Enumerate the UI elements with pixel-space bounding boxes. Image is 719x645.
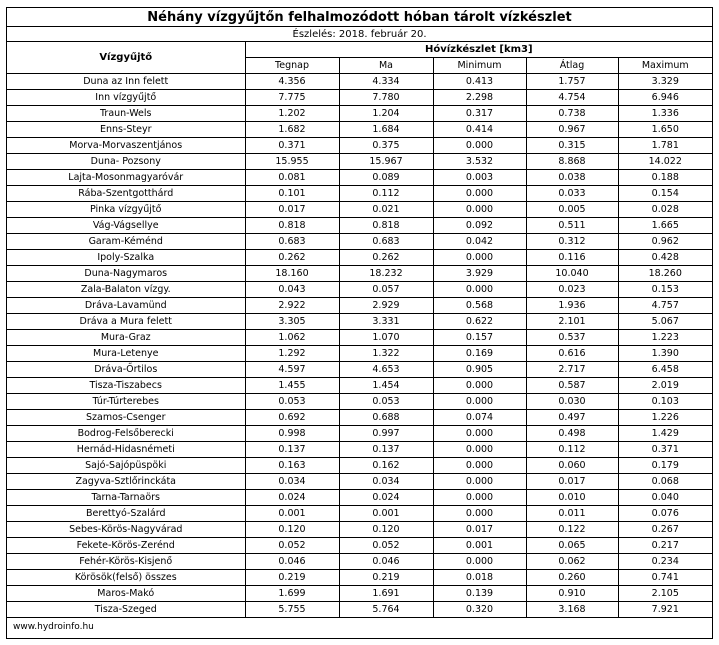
- cell-today: 0.057: [339, 282, 433, 298]
- basin-name: Körösök(felső) összes: [7, 570, 245, 586]
- cell-yesterday: 1.292: [245, 346, 339, 362]
- basin-name: Sebes-Körös-Nagyvárad: [7, 522, 245, 538]
- cell-minimum: 3.532: [433, 154, 526, 170]
- cell-maximum: 0.962: [618, 234, 712, 250]
- cell-today: 0.053: [339, 394, 433, 410]
- col-header-yesterday: Tegnap: [245, 58, 339, 74]
- cell-yesterday: 0.137: [245, 442, 339, 458]
- cell-today: 1.070: [339, 330, 433, 346]
- cell-maximum: 1.226: [618, 410, 712, 426]
- cell-today: 0.112: [339, 186, 433, 202]
- cell-minimum: 0.000: [433, 506, 526, 522]
- cell-today: 0.052: [339, 538, 433, 554]
- table-row: [7, 298, 712, 314]
- table-row: [7, 506, 712, 522]
- basin-name: Morva-Morvaszentjános: [7, 138, 245, 154]
- cell-maximum: 0.040: [618, 490, 712, 506]
- cell-average: 0.005: [526, 202, 618, 218]
- cell-today: 0.089: [339, 170, 433, 186]
- cell-minimum: 0.622: [433, 314, 526, 330]
- cell-yesterday: 0.024: [245, 490, 339, 506]
- cell-minimum: 0.000: [433, 202, 526, 218]
- cell-minimum: 0.000: [433, 458, 526, 474]
- table-row: [7, 170, 712, 186]
- col-header-minimum: Minimum: [433, 58, 526, 74]
- cell-average: 0.017: [526, 474, 618, 490]
- cell-maximum: 7.921: [618, 602, 712, 618]
- cell-average: 0.023: [526, 282, 618, 298]
- basin-name: Fekete-Körös-Zerénd: [7, 538, 245, 554]
- cell-today: 0.046: [339, 554, 433, 570]
- cell-minimum: 0.092: [433, 218, 526, 234]
- basin-name: Bodrog-Felsőberecki: [7, 426, 245, 442]
- cell-yesterday: 0.998: [245, 426, 339, 442]
- cell-minimum: 0.018: [433, 570, 526, 586]
- cell-yesterday: 0.081: [245, 170, 339, 186]
- basin-name: Mura-Letenye: [7, 346, 245, 362]
- cell-average: 0.010: [526, 490, 618, 506]
- cell-maximum: 2.105: [618, 586, 712, 602]
- cell-yesterday: 0.818: [245, 218, 339, 234]
- table-title: Néhány vízgyűjtőn felhalmozódott hóban tárolt vízkészlet: [7, 8, 712, 27]
- cell-minimum: 0.003: [433, 170, 526, 186]
- cell-minimum: 0.000: [433, 474, 526, 490]
- cell-maximum: 4.757: [618, 298, 712, 314]
- basin-name: Garam-Kéménd: [7, 234, 245, 250]
- cell-maximum: 0.028: [618, 202, 712, 218]
- table-row: [7, 362, 712, 378]
- cell-yesterday: 0.101: [245, 186, 339, 202]
- cell-yesterday: 1.202: [245, 106, 339, 122]
- cell-minimum: 0.017: [433, 522, 526, 538]
- cell-yesterday: 3.305: [245, 314, 339, 330]
- cell-today: 0.137: [339, 442, 433, 458]
- table-row: [7, 474, 712, 490]
- cell-minimum: 0.317: [433, 106, 526, 122]
- cell-yesterday: 0.052: [245, 538, 339, 554]
- cell-today: 0.375: [339, 138, 433, 154]
- cell-minimum: 0.000: [433, 282, 526, 298]
- cell-average: 2.101: [526, 314, 618, 330]
- basin-name: Zala-Balaton vízgy.: [7, 282, 245, 298]
- cell-yesterday: 0.371: [245, 138, 339, 154]
- cell-today: 1.322: [339, 346, 433, 362]
- cell-yesterday: 0.043: [245, 282, 339, 298]
- table-row: [7, 490, 712, 506]
- cell-average: 0.511: [526, 218, 618, 234]
- cell-minimum: 0.568: [433, 298, 526, 314]
- table-row: [7, 458, 712, 474]
- cell-maximum: 0.179: [618, 458, 712, 474]
- cell-today: 0.034: [339, 474, 433, 490]
- cell-maximum: 14.022: [618, 154, 712, 170]
- basin-name: Dráva-Őrtilos: [7, 362, 245, 378]
- cell-average: 0.312: [526, 234, 618, 250]
- table-row: [7, 90, 712, 106]
- cell-average: 0.537: [526, 330, 618, 346]
- cell-today: 4.653: [339, 362, 433, 378]
- cell-minimum: 0.905: [433, 362, 526, 378]
- table-row: [7, 314, 712, 330]
- basin-name: Pinka vízgyűjtő: [7, 202, 245, 218]
- table-row: [7, 266, 712, 282]
- cell-maximum: 18.260: [618, 266, 712, 282]
- cell-today: 0.120: [339, 522, 433, 538]
- cell-today: 0.818: [339, 218, 433, 234]
- cell-minimum: 0.169: [433, 346, 526, 362]
- basin-column-header: Vízgyűjtő: [7, 42, 245, 74]
- cell-minimum: 0.074: [433, 410, 526, 426]
- cell-minimum: 0.000: [433, 554, 526, 570]
- cell-yesterday: 1.682: [245, 122, 339, 138]
- cell-today: 0.683: [339, 234, 433, 250]
- cell-average: 0.967: [526, 122, 618, 138]
- cell-today: 0.997: [339, 426, 433, 442]
- basin-name: Mura-Graz: [7, 330, 245, 346]
- cell-minimum: 0.000: [433, 426, 526, 442]
- cell-today: 0.262: [339, 250, 433, 266]
- table-row: [7, 202, 712, 218]
- cell-today: 4.334: [339, 74, 433, 90]
- basin-name: Hernád-Hidasnémeti: [7, 442, 245, 458]
- cell-yesterday: 4.356: [245, 74, 339, 90]
- cell-yesterday: 0.163: [245, 458, 339, 474]
- basin-name: Lajta-Mosonmagyaróvár: [7, 170, 245, 186]
- cell-yesterday: 1.699: [245, 586, 339, 602]
- cell-maximum: 0.188: [618, 170, 712, 186]
- cell-yesterday: 0.001: [245, 506, 339, 522]
- cell-average: 0.260: [526, 570, 618, 586]
- cell-today: 1.684: [339, 122, 433, 138]
- cell-today: 0.021: [339, 202, 433, 218]
- basin-name: Zagyva-Sztlőrinckáta: [7, 474, 245, 490]
- cell-maximum: 1.665: [618, 218, 712, 234]
- basin-name: Duna az Inn felett: [7, 74, 245, 90]
- table-row: [7, 554, 712, 570]
- table-row: [7, 586, 712, 602]
- basin-name: Traun-Wels: [7, 106, 245, 122]
- cell-yesterday: 2.922: [245, 298, 339, 314]
- cell-minimum: 0.139: [433, 586, 526, 602]
- table-row: [7, 330, 712, 346]
- basin-name: Fehér-Körös-Kisjenő: [7, 554, 245, 570]
- cell-yesterday: 0.120: [245, 522, 339, 538]
- basin-name: Szamos-Csenger: [7, 410, 245, 426]
- cell-yesterday: 18.160: [245, 266, 339, 282]
- basin-name: Duna- Pozsony: [7, 154, 245, 170]
- cell-average: 0.587: [526, 378, 618, 394]
- cell-average: 0.498: [526, 426, 618, 442]
- cell-yesterday: 1.062: [245, 330, 339, 346]
- snow-water-table: [7, 8, 712, 635]
- cell-today: 0.162: [339, 458, 433, 474]
- col-header-maximum: Maximum: [618, 58, 712, 74]
- cell-maximum: 1.650: [618, 122, 712, 138]
- table-row: [7, 378, 712, 394]
- cell-maximum: 0.428: [618, 250, 712, 266]
- cell-average: 2.717: [526, 362, 618, 378]
- cell-today: 5.764: [339, 602, 433, 618]
- table-row: [7, 346, 712, 362]
- cell-minimum: 0.157: [433, 330, 526, 346]
- cell-maximum: 0.103: [618, 394, 712, 410]
- cell-today: 0.024: [339, 490, 433, 506]
- basin-name: Vág-Vágsellye: [7, 218, 245, 234]
- basin-name: Duna-Nagymaros: [7, 266, 245, 282]
- observation-date: Észlelés: 2018. február 20.: [7, 27, 712, 42]
- cell-today: 7.780: [339, 90, 433, 106]
- cell-maximum: 0.371: [618, 442, 712, 458]
- table-row: [7, 250, 712, 266]
- basin-name: Maros-Makó: [7, 586, 245, 602]
- cell-maximum: 0.234: [618, 554, 712, 570]
- cell-maximum: 0.741: [618, 570, 712, 586]
- table-row: [7, 282, 712, 298]
- cell-minimum: 0.000: [433, 250, 526, 266]
- cell-yesterday: 7.775: [245, 90, 339, 106]
- cell-minimum: 0.001: [433, 538, 526, 554]
- cell-maximum: 1.336: [618, 106, 712, 122]
- cell-average: 0.060: [526, 458, 618, 474]
- cell-minimum: 0.000: [433, 378, 526, 394]
- cell-average: 0.112: [526, 442, 618, 458]
- cell-today: 0.688: [339, 410, 433, 426]
- table-row: [7, 234, 712, 250]
- cell-minimum: 0.000: [433, 186, 526, 202]
- cell-today: 1.691: [339, 586, 433, 602]
- cell-maximum: 2.019: [618, 378, 712, 394]
- basin-name: Berettyó-Szalárd: [7, 506, 245, 522]
- table-row: [7, 154, 712, 170]
- source-footer: www.hydroinfo.hu: [7, 618, 712, 636]
- cell-today: 0.001: [339, 506, 433, 522]
- basin-name: Tisza-Szeged: [7, 602, 245, 618]
- cell-average: 0.116: [526, 250, 618, 266]
- cell-yesterday: 0.046: [245, 554, 339, 570]
- cell-yesterday: 0.262: [245, 250, 339, 266]
- table-row: [7, 218, 712, 234]
- cell-minimum: 0.000: [433, 490, 526, 506]
- col-header-today: Ma: [339, 58, 433, 74]
- cell-yesterday: 4.597: [245, 362, 339, 378]
- cell-minimum: 2.298: [433, 90, 526, 106]
- cell-yesterday: 15.955: [245, 154, 339, 170]
- basin-name: Túr-Túrterebes: [7, 394, 245, 410]
- cell-yesterday: 0.017: [245, 202, 339, 218]
- basin-name: Rába-Szentgotthárd: [7, 186, 245, 202]
- cell-average: 0.030: [526, 394, 618, 410]
- basin-name: Enns-Steyr: [7, 122, 245, 138]
- table-row: [7, 394, 712, 410]
- table-row: [7, 122, 712, 138]
- cell-average: 8.868: [526, 154, 618, 170]
- cell-minimum: 0.042: [433, 234, 526, 250]
- cell-average: 0.497: [526, 410, 618, 426]
- cell-maximum: 1.781: [618, 138, 712, 154]
- basin-name: Dráva a Mura felett: [7, 314, 245, 330]
- cell-minimum: 0.320: [433, 602, 526, 618]
- cell-today: 18.232: [339, 266, 433, 282]
- table-row: [7, 138, 712, 154]
- snow-water-group-header: Hóvízkészlet [km3]: [245, 42, 712, 58]
- basin-name: Ipoly-Szalka: [7, 250, 245, 266]
- cell-average: 0.065: [526, 538, 618, 554]
- basin-name: Tarna-Tarnaörs: [7, 490, 245, 506]
- cell-maximum: 3.329: [618, 74, 712, 90]
- cell-maximum: 1.390: [618, 346, 712, 362]
- cell-maximum: 5.067: [618, 314, 712, 330]
- cell-yesterday: 1.455: [245, 378, 339, 394]
- cell-minimum: 0.000: [433, 442, 526, 458]
- cell-maximum: 0.154: [618, 186, 712, 202]
- table-row: [7, 106, 712, 122]
- cell-maximum: 6.458: [618, 362, 712, 378]
- cell-yesterday: 0.219: [245, 570, 339, 586]
- col-header-average: Átlag: [526, 58, 618, 74]
- cell-average: 0.315: [526, 138, 618, 154]
- cell-minimum: 0.414: [433, 122, 526, 138]
- cell-average: 10.040: [526, 266, 618, 282]
- table-row: [7, 570, 712, 586]
- cell-minimum: 0.413: [433, 74, 526, 90]
- cell-today: 0.219: [339, 570, 433, 586]
- basin-name: Dráva-Lavamünd: [7, 298, 245, 314]
- cell-minimum: 0.000: [433, 138, 526, 154]
- cell-maximum: 6.946: [618, 90, 712, 106]
- cell-yesterday: 0.683: [245, 234, 339, 250]
- cell-average: 1.936: [526, 298, 618, 314]
- table-row: [7, 602, 712, 618]
- cell-minimum: 0.000: [433, 394, 526, 410]
- cell-average: 0.062: [526, 554, 618, 570]
- basin-name: Sajó-Sajópüspöki: [7, 458, 245, 474]
- cell-average: 0.738: [526, 106, 618, 122]
- basin-name: Tisza-Tiszabecs: [7, 378, 245, 394]
- cell-yesterday: 0.692: [245, 410, 339, 426]
- cell-maximum: 0.153: [618, 282, 712, 298]
- cell-today: 2.929: [339, 298, 433, 314]
- cell-maximum: 0.267: [618, 522, 712, 538]
- table-row: [7, 186, 712, 202]
- table-row: [7, 522, 712, 538]
- cell-today: 3.331: [339, 314, 433, 330]
- cell-yesterday: 5.755: [245, 602, 339, 618]
- cell-average: 0.038: [526, 170, 618, 186]
- table-row: [7, 442, 712, 458]
- cell-average: 0.910: [526, 586, 618, 602]
- cell-today: 1.204: [339, 106, 433, 122]
- cell-average: 4.754: [526, 90, 618, 106]
- cell-yesterday: 0.034: [245, 474, 339, 490]
- cell-average: 1.757: [526, 74, 618, 90]
- basin-name: Inn vízgyűjtő: [7, 90, 245, 106]
- cell-average: 0.122: [526, 522, 618, 538]
- cell-maximum: 0.217: [618, 538, 712, 554]
- cell-average: 0.033: [526, 186, 618, 202]
- cell-today: 1.454: [339, 378, 433, 394]
- cell-yesterday: 0.053: [245, 394, 339, 410]
- table-row: [7, 74, 712, 90]
- cell-maximum: 0.068: [618, 474, 712, 490]
- cell-today: 15.967: [339, 154, 433, 170]
- cell-minimum: 3.929: [433, 266, 526, 282]
- snow-water-table-frame: [6, 7, 713, 639]
- table-row: [7, 538, 712, 554]
- table-row: [7, 410, 712, 426]
- cell-average: 0.011: [526, 506, 618, 522]
- table-row: [7, 426, 712, 442]
- cell-maximum: 1.429: [618, 426, 712, 442]
- cell-maximum: 1.223: [618, 330, 712, 346]
- cell-maximum: 0.076: [618, 506, 712, 522]
- cell-average: 3.168: [526, 602, 618, 618]
- cell-average: 0.616: [526, 346, 618, 362]
